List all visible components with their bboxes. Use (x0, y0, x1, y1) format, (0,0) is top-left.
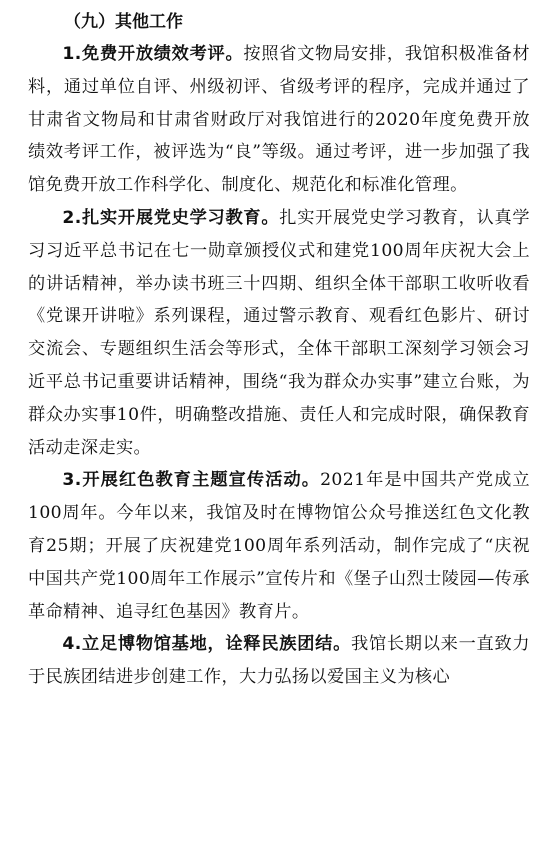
paragraph-3-body: 2021年是中国共产党成立100周年。今年以来，我馆及时在博物馆公众号推送红色文化教育25期；开展了庆祝建党100周年系列活动，制作完成了“庆祝中国共产党100周年工作展示”宣传片和《堡子山烈士陵园—传承革命精神、追寻红色基因》教育片。 (28, 470, 530, 622)
paragraph-4-lead: 4.立足博物馆基地，诠释民族团结。 (62, 634, 352, 655)
paragraph-4 (28, 628, 530, 694)
paragraph-3 (28, 464, 530, 628)
paragraph-2-lead: 2.扎实开展党史学习教育。 (62, 207, 280, 228)
section-heading: （九）其他工作 (64, 12, 183, 32)
paragraph-4-body: 我馆长期以来一直致力于民族团结进步创建工作，大力弘扬以爱国主义为核心 (28, 634, 530, 688)
paragraph-3-lead: 3.开展红色教育主题宣传活动。 (62, 470, 321, 491)
paragraph-2 (28, 202, 530, 464)
paragraph-1-body: 按照省文物局安排，我馆积极准备材料，通过单位自评、州级初评、省级考评的程序，完成并通过了甘肃省文物局和甘肃省财政厅对我馆进行的2020年度免费开放绩效考评工作，被评选为“良”等级。通过考评，进一步加强了我馆免费开放工作科学化、制度化、规范化和标准化管理。 (28, 44, 530, 196)
paragraph-1 (28, 38, 530, 202)
paragraph-2-body: 扎实开展党史学习教育，认真学习习近平总书记在七一勋章颁授仪式和建党100周年庆祝大会上的讲话精神，举办读书班三十四期、组织全体干部职工收听收看《党课开讲啦》系列课程，通过警示教育、观看红色影片、研讨交流会、专题组织生活会等形式，全体干部职工深刻学习领会习近平总书记重要讲话精神，围绕“我为群众办实事”建立台账，为群众办实事10件，明确整改措施、责任人和完成时限，确保教育活动走深走实。 (28, 207, 530, 458)
paragraph-1-lead: 1.免费开放绩效考评。 (62, 44, 244, 64)
